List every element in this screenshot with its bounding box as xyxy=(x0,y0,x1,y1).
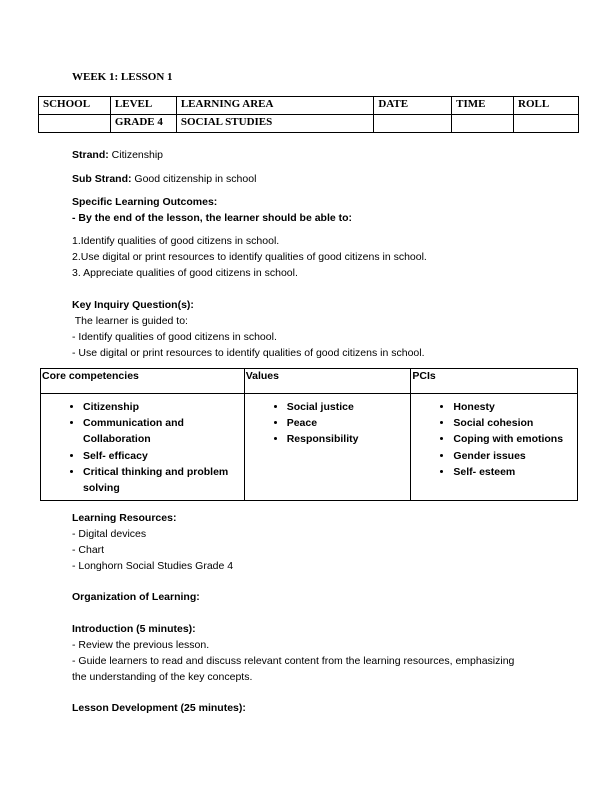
sub-strand-label: Sub Strand: xyxy=(72,173,132,185)
outcomes-intro: - By the end of the lesson, the learner should be able to: xyxy=(72,212,353,224)
pcis-header: PCIs xyxy=(411,369,578,394)
competency-body-row xyxy=(41,394,578,501)
inquiry-list xyxy=(72,329,425,361)
value-cell-time xyxy=(452,115,514,133)
value-cell-school xyxy=(39,115,111,133)
inquiry-item: - Identify qualities of good citizens in school. xyxy=(72,331,277,343)
resource-item: - Digital devices xyxy=(72,528,147,540)
values-list xyxy=(245,399,411,448)
competency-table xyxy=(40,368,578,501)
header-row xyxy=(39,97,579,115)
value-item: • Responsibility xyxy=(287,431,411,447)
pci-item: • Social cohesion xyxy=(453,415,577,431)
resource-item: - Chart xyxy=(72,544,105,556)
introduction-item: - Guide learners to read and discuss relevant content from the learning resources, emphasizing xyxy=(72,655,515,667)
organization-heading: Organization of Learning: xyxy=(72,591,200,603)
value-item: • Social justice xyxy=(287,399,411,415)
header-cell-date: DATE xyxy=(374,97,452,115)
inquiry-intro: The learner is guided to: xyxy=(72,315,188,327)
strand-line xyxy=(72,147,163,163)
lesson-header-table xyxy=(38,96,579,133)
competency-item: • Citizenship xyxy=(83,399,244,415)
value-cell-learning-area: SOCIAL STUDIES xyxy=(176,115,373,133)
competency-header-row xyxy=(41,369,578,394)
header-cell-time: TIME xyxy=(452,97,514,115)
introduction-list xyxy=(72,637,552,685)
outcomes-list xyxy=(72,233,427,281)
competency-item: • Communication and Collaboration xyxy=(83,415,244,447)
header-cell-roll: ROLL xyxy=(514,97,579,115)
pci-item: • Honesty xyxy=(453,399,577,415)
value-cell-date xyxy=(374,115,452,133)
outcomes-heading: Specific Learning Outcomes: xyxy=(72,196,218,208)
introduction-heading: Introduction (5 minutes): xyxy=(72,623,196,635)
pci-item: • Gender issues xyxy=(453,448,577,464)
development-heading: Lesson Development (25 minutes): xyxy=(72,702,246,714)
pci-item: • Coping with emotions xyxy=(453,431,577,447)
inquiry-heading: Key Inquiry Question(s): xyxy=(72,299,194,311)
value-cell-level: GRADE 4 xyxy=(110,115,176,133)
values-header: Values xyxy=(244,369,411,394)
pcis-list xyxy=(411,399,577,480)
pcis-cell xyxy=(411,394,578,501)
value-item: • Peace xyxy=(287,415,411,431)
sub-strand-value: Good citizenship in school xyxy=(131,173,257,185)
competency-item: • Critical thinking and problem solving xyxy=(83,464,244,496)
competency-item: • Self- efficacy xyxy=(83,448,244,464)
strand-label: Strand: xyxy=(72,149,109,161)
value-row xyxy=(39,115,579,133)
core-competencies-cell xyxy=(41,394,245,501)
header-cell-school: SCHOOL xyxy=(39,97,111,115)
resource-item: - Longhorn Social Studies Grade 4 xyxy=(72,560,234,572)
strand-value: Citizenship xyxy=(108,149,164,161)
resources-list xyxy=(72,526,233,574)
lesson-title: WEEK 1: LESSON 1 xyxy=(72,71,173,83)
introduction-item: - Review the previous lesson. xyxy=(72,639,210,651)
inquiry-item: - Use digital or print resources to identify qualities of good citizens in school. xyxy=(72,347,425,359)
core-competencies-list xyxy=(41,399,244,496)
values-cell xyxy=(244,394,411,501)
header-cell-level: LEVEL xyxy=(110,97,176,115)
header-cell-learning-area: LEARNING AREA xyxy=(176,97,373,115)
sub-strand-line xyxy=(72,171,256,187)
outcome-item: 1.Identify qualities of good citizens in school. xyxy=(72,235,280,247)
outcome-item: 2.Use digital or print resources to identify qualities of good citizens in school. xyxy=(72,251,427,263)
pci-item: • Self- esteem xyxy=(453,464,577,480)
resources-heading: Learning Resources: xyxy=(72,512,177,524)
introduction-item: the understanding of the key concepts. xyxy=(72,671,253,683)
value-cell-roll xyxy=(514,115,579,133)
outcome-item: 3. Appreciate qualities of good citizens in school. xyxy=(72,267,298,279)
core-competencies-header: Core competencies xyxy=(41,369,245,394)
